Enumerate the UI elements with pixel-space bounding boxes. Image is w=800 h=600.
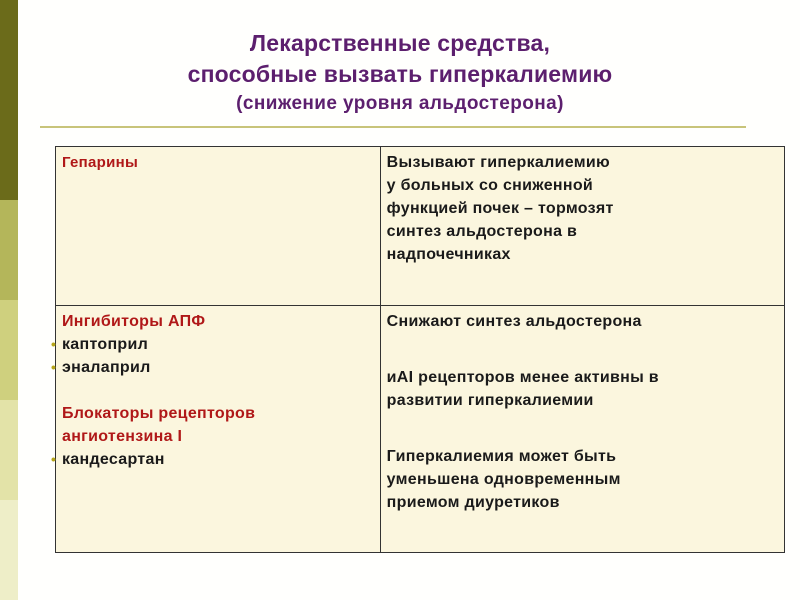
drug-name: кандесартан: [62, 451, 165, 468]
table-cell-drug: [56, 147, 381, 306]
table-row: [56, 147, 785, 306]
effect-line: Вызывают гиперкалиемию: [386, 154, 610, 171]
effect-line: у больных со сниженной: [386, 177, 594, 194]
effect-line: развитии гиперкалиемии: [386, 392, 594, 409]
effect-line: Снижают синтез альдостерона: [386, 313, 642, 330]
effect-line: приемом диуретиков: [386, 494, 560, 511]
bullet-icon: •: [51, 359, 57, 375]
table-cell-effect: [380, 147, 784, 306]
drug-name: каптоприл: [62, 336, 149, 353]
effect-line: Гиперкалиемия может быть: [386, 448, 617, 465]
effect-line: синтез альдостерона в: [386, 223, 578, 240]
drug-group-ace-inhibitors: Ингибиторы АПФ: [62, 313, 206, 330]
drug-group-arb-line-1: Блокаторы рецепторов: [62, 405, 256, 422]
list-item: [51, 448, 374, 471]
list-item: [51, 333, 374, 356]
bullet-icon: •: [51, 336, 57, 352]
effect-line: надпочечниках: [386, 246, 511, 263]
decorative-stripe: [0, 400, 18, 500]
table-cell-drug: [51, 306, 381, 553]
drug-heparins: Гепарины: [62, 154, 139, 171]
decorative-stripe: [0, 0, 18, 200]
decorative-stripe: [0, 300, 18, 400]
table-row: [56, 306, 785, 553]
decorative-stripe: [0, 500, 18, 600]
effect-line: функцией почек – тормозят: [386, 200, 614, 217]
bullet-icon: •: [51, 451, 57, 467]
effect-line: уменьшена одновременным: [386, 471, 621, 488]
drug-group-arb-line-2: ангиотензина I: [62, 428, 183, 445]
title-line-2: способные вызвать гиперкалиемию: [187, 61, 613, 87]
slide-title: [40, 28, 760, 118]
list-item: [51, 356, 374, 379]
decorative-stripe: [0, 200, 18, 300]
effect-line: иAI рецепторов менее активны в: [386, 369, 659, 386]
title-divider: [40, 126, 746, 128]
drug-name: эналаприл: [62, 359, 151, 376]
title-line-1: Лекарственные средства,: [249, 30, 551, 56]
title-subtitle: (снижение уровня альдостерона): [236, 93, 564, 114]
table-cell-effect: [380, 306, 784, 553]
drug-table: [51, 146, 785, 553]
